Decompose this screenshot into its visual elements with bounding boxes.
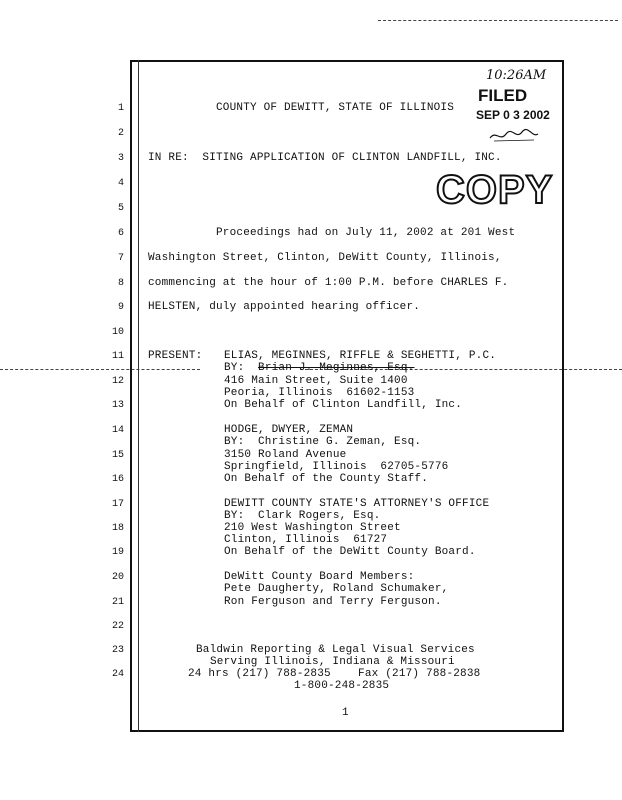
counsel-2-attorney: BY: Christine G. Zeman, Esq.: [224, 436, 422, 448]
counsel-2-client: On Behalf of the County Staff.: [224, 473, 429, 485]
line-number: 6: [117, 228, 124, 239]
counsel-1-attorney: BY: Brian J. Meginnes, Esq.: [224, 362, 415, 374]
reporter-phone-fax: 24 hrs (217) 788-2835 Fax (217) 788-2838: [188, 668, 481, 680]
line-number: 18: [111, 523, 124, 534]
line-number: 5: [117, 203, 124, 214]
proceedings-line-3: commencing at the hour of 1:00 P.M. before CHARLES F.: [148, 277, 509, 289]
board-members-line-2: Ron Ferguson and Terry Ferguson.: [224, 596, 442, 608]
line-number: 24: [111, 669, 124, 680]
counsel-2-firm: HODGE, DWYER, ZEMAN: [224, 424, 354, 436]
line-number: 12: [111, 376, 124, 387]
filed-date-stamp: SEP 0 3 2002: [476, 108, 550, 122]
line-number: 3: [117, 153, 124, 164]
line-number: 21: [111, 597, 124, 608]
line-number: 19: [111, 547, 124, 558]
proceedings-line-1: Proceedings had on July 11, 2002 at 201 West: [216, 227, 516, 239]
line-number: 8: [117, 278, 124, 289]
counsel-2-city: Springfield, Illinois 62705-5776: [224, 461, 449, 473]
margin-rule: [138, 60, 139, 732]
filing-time-handwritten: 10:26AM: [486, 68, 547, 83]
reporter-name: Baldwin Reporting & Legal Visual Services: [196, 644, 475, 656]
line-number: 7: [117, 253, 124, 264]
reporter-toll-free: 1-800-248-2835: [294, 680, 390, 692]
counsel-1-city: Peoria, Illinois 61602-1153: [224, 387, 415, 399]
line-number: 2: [117, 128, 124, 139]
counsel-3-address: 210 West Washington Street: [224, 522, 401, 534]
copy-stamp: COPY: [436, 168, 554, 212]
reporter-service-area: Serving Illinois, Indiana & Missouri: [210, 656, 455, 668]
counsel-3-office: DEWITT COUNTY STATE'S ATTORNEY'S OFFICE: [224, 498, 490, 510]
proceedings-line-4: HELSTEN, duly appointed hearing officer.: [148, 301, 421, 313]
struck-attorney-name: Brian J. Meginnes, Esq.: [258, 362, 415, 374]
counsel-3-attorney: BY: Clark Rogers, Esq.: [224, 510, 381, 522]
line-number: 16: [111, 474, 124, 485]
line-number: 22: [111, 621, 124, 632]
counsel-1-client: On Behalf of Clinton Landfill, Inc.: [224, 399, 463, 411]
line-number: 15: [111, 450, 124, 461]
line-number: 13: [111, 400, 124, 411]
line-number: 9: [117, 302, 124, 313]
line-number: 11: [111, 351, 124, 362]
counsel-3-city: Clinton, Illinois 61727: [224, 534, 388, 546]
counsel-3-client: On Behalf of the DeWitt County Board.: [224, 546, 476, 558]
clerk-signature: [488, 126, 540, 144]
board-members-heading: DeWitt County Board Members:: [224, 571, 415, 583]
line-number: 14: [111, 425, 124, 436]
caption-in-re: IN RE: SITING APPLICATION OF CLINTON LANDFILL, INC.: [148, 152, 502, 164]
line-number: 23: [111, 645, 124, 656]
counsel-1-address: 416 Main Street, Suite 1400: [224, 375, 408, 387]
proceedings-line-2: Washington Street, Clinton, DeWitt County, Illinois,: [148, 252, 502, 264]
filed-stamp: FILED: [478, 86, 528, 105]
caption-county: COUNTY OF DEWITT, STATE OF ILLINOIS: [216, 102, 455, 114]
page-number: 1: [342, 707, 349, 719]
line-number: 4: [117, 178, 124, 189]
line-number: 10: [111, 327, 124, 338]
board-members-line-1: Pete Daugherty, Roland Schumaker,: [224, 583, 449, 595]
counsel-2-address: 3150 Roland Avenue: [224, 449, 347, 461]
present-label: PRESENT:: [148, 350, 203, 362]
line-number: 17: [111, 499, 124, 510]
counsel-1-firm: ELIAS, MEGINNES, RIFFLE & SEGHETTI, P.C.: [224, 350, 497, 362]
line-number: 1: [117, 103, 124, 114]
scan-mark-top: [378, 20, 618, 21]
line-number: 20: [111, 572, 124, 583]
